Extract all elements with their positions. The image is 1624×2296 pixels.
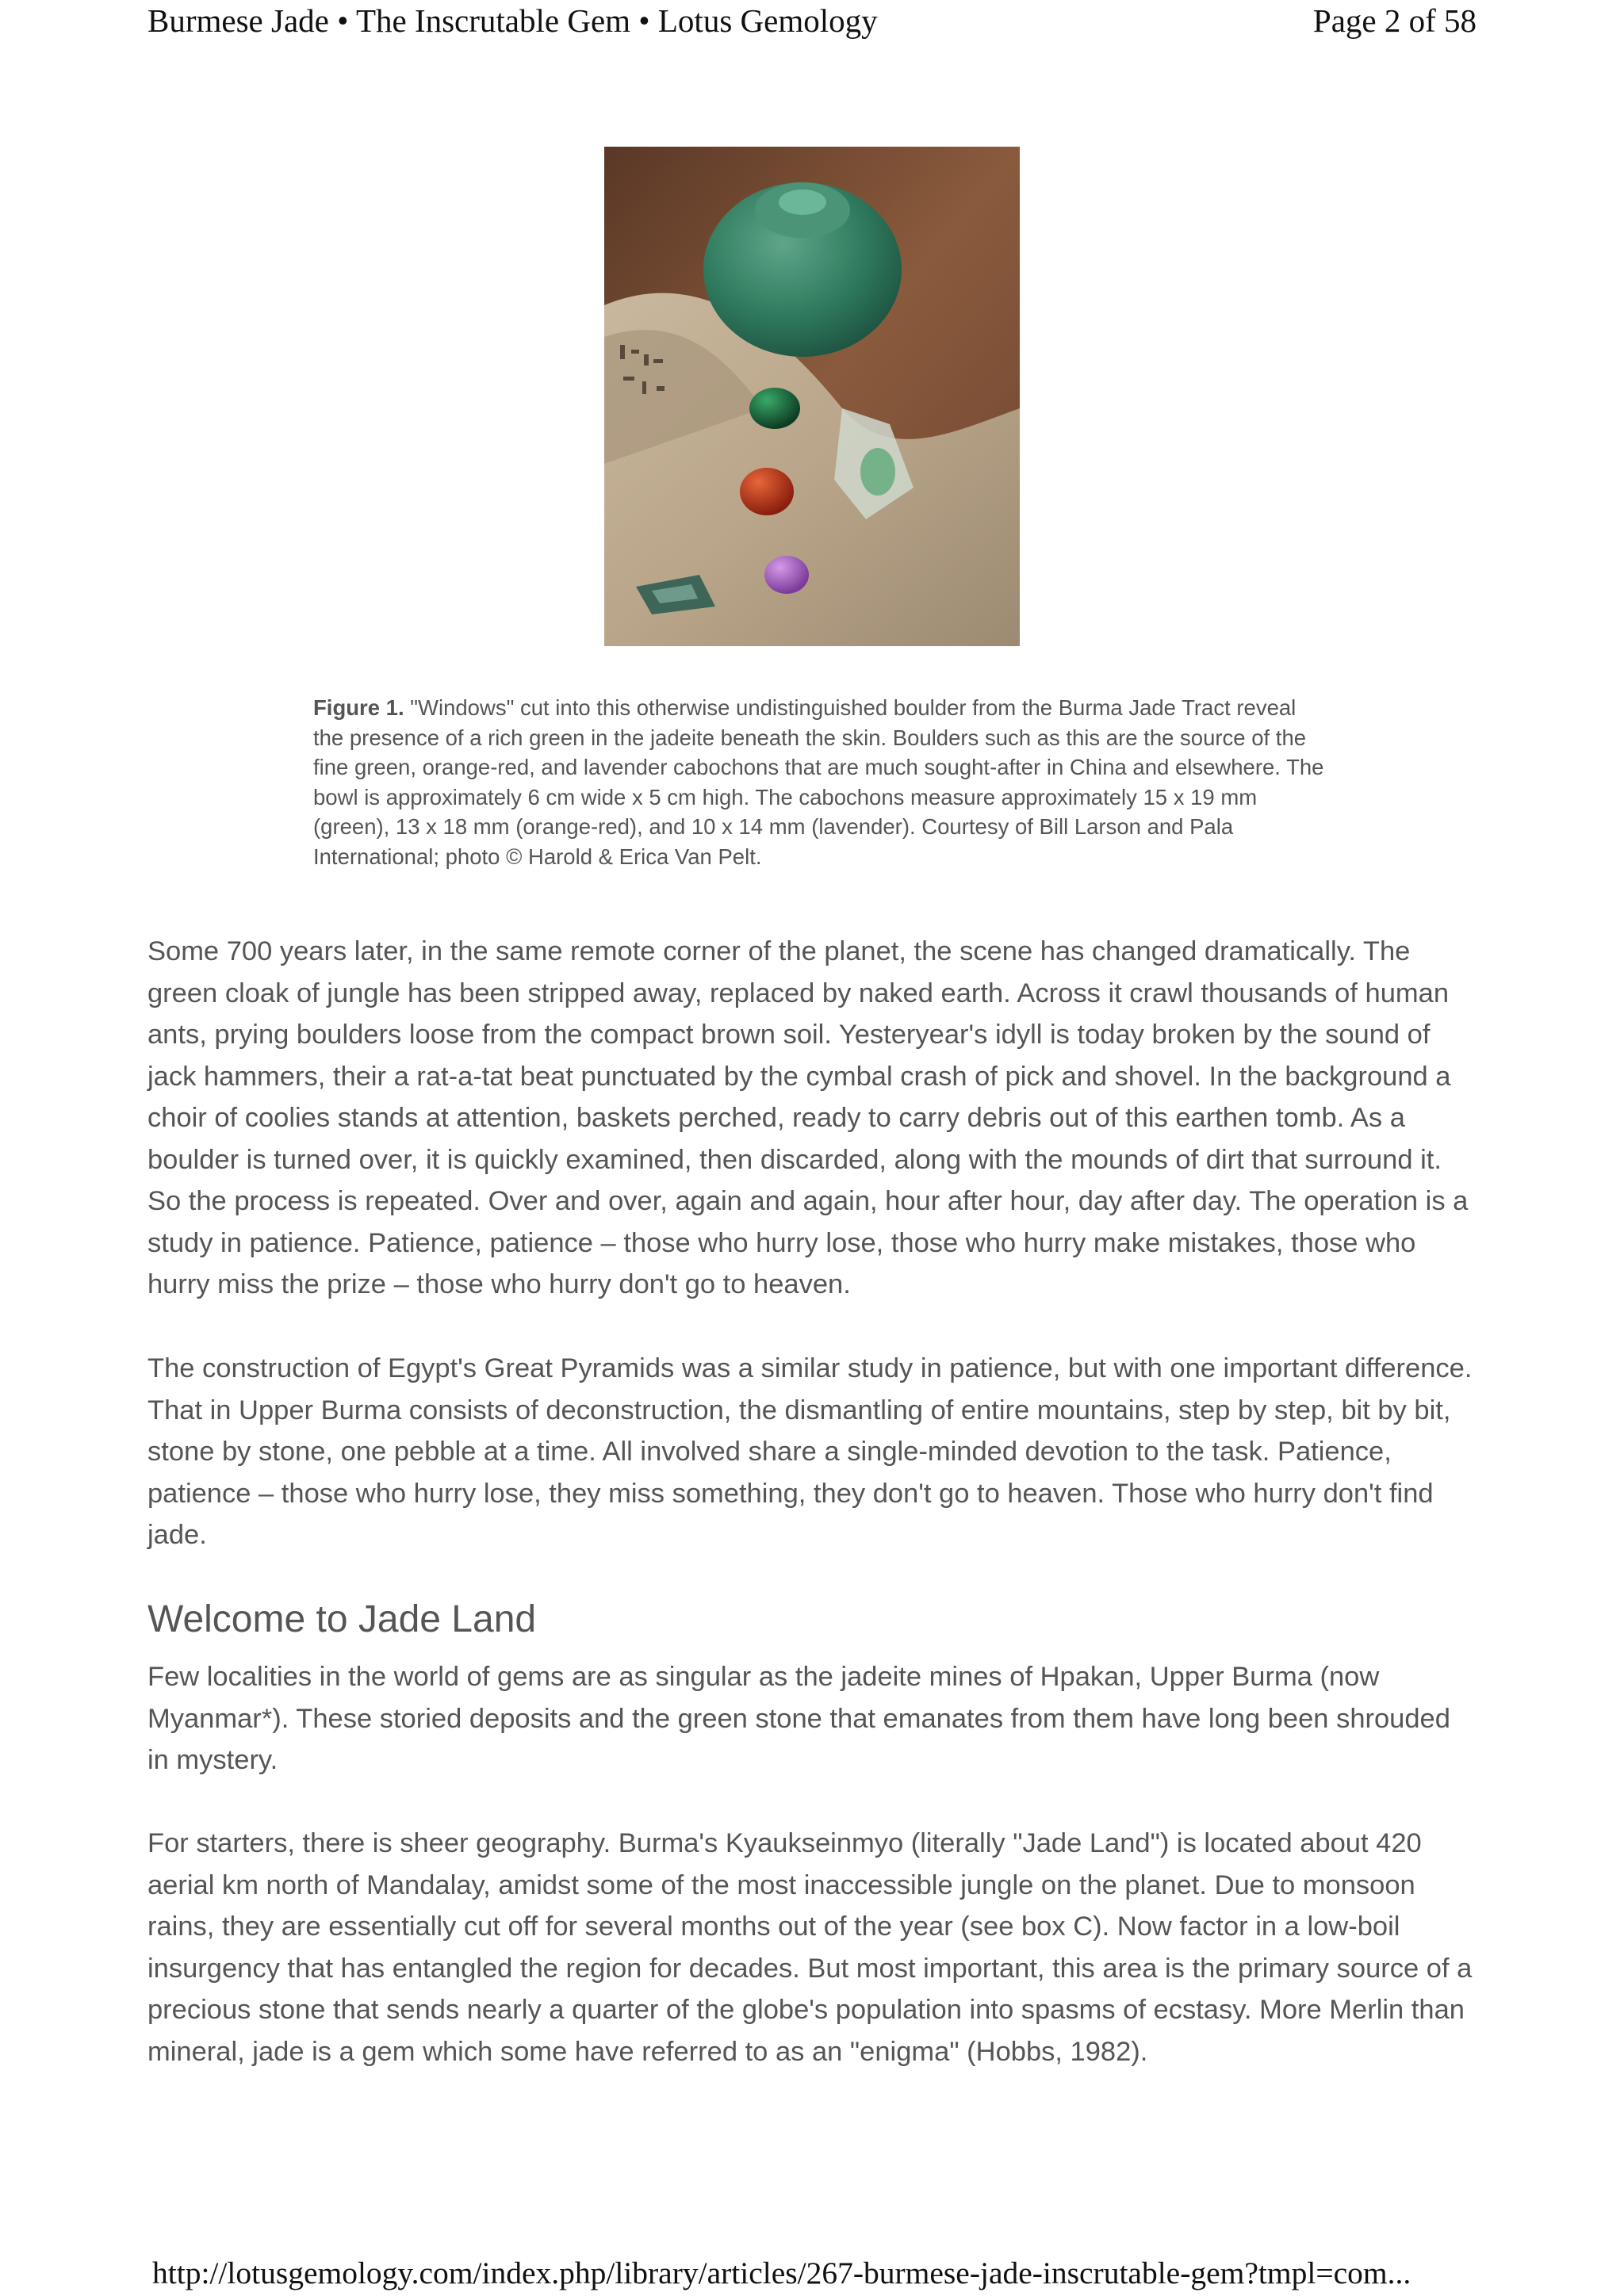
document-title: Burmese Jade • The Inscrutable Gem • Lotus Gemology: [147, 2, 878, 39]
jade-photo: [604, 147, 1020, 646]
figure-caption-text: "Windows" cut into this otherwise undistinguished boulder from the Burma Jade Tract reveal the presence of a rich green in the jadeite beneath the skin. Boulders such as this are the source of the fine green, orange-red, and lavender cabochons that are much sought-after in China and elsewhere. The bowl is approximately 6 cm wide x 5 cm high. The cabochons measure approximately 15 x 19 mm (green), 13 x 18 mm (orange-red), and 10 x 14 mm (lavender). Courtesy of Bill Larson and Pala International; photo © Harold & Erica Van Pelt.: [313, 695, 1324, 869]
page-number: Page 2 of 58: [1312, 2, 1477, 39]
footer-url: http://lotusgemology.com/index.php/library/articles/267-burmese-jade-inscrutable-gem?tmpl=com...: [152, 2256, 1411, 2290]
figure-label: Figure 1.: [313, 695, 404, 720]
body-paragraph-1: Some 700 years later, in the same remote corner of the planet, the scene has changed dramatically. The green cloak of jungle has been stripped away, replaced by naked earth. Across it crawl thousands of human ants, prying boulders loose from the compact brown soil. Yesteryear's idyll is today broken by the sound of jack hammers, their a rat-a-tat beat punctuated by the cymbal crash of pick and shovel. In the background a choir of coolies stands at attention, baskets perched, ready to carry debris out of this earthen tomb. As a boulder is turned over, it is quickly examined, then discarded, along with the mounds of dirt that surround it. So the process is repeated. Over and over, again and again, hour after hour, day after day. The operation is a study in patience. Patience, patience – those who hurry lose, those who hurry make mistakes, those who hurry miss the prize – those who hurry don't go to heaven.: [147, 936, 1469, 1299]
body-paragraph-4: For starters, there is sheer geography. Burma's Kyaukseinmyo (literally "Jade Land") is located about 420 aerial km north of Mandalay, amidst some of the most inaccessible jungle on the planet. Due to monsoon rains, they are essentially cut off for several months out of the year (see box C). Now factor in a low-boil insurgency that has entangled the region for decades. But most important, this area is the primary source of a precious stone that sends nearly a quarter of the globe's population into spasms of ecstasy. More Merlin than mineral, jade is a gem which some have referred to as an "enigma" (Hobbs, 1982).: [147, 1828, 1473, 2067]
section-heading: Welcome to Jade Land: [147, 1598, 537, 1640]
body-paragraph-3: Few localities in the world of gems are as singular as the jadeite mines of Hpakan, Upper Burma (now Myanmar*). These storied deposits and the green stone that emanates from them have long been shrouded in mystery.: [147, 1662, 1450, 1775]
figure-caption: [313, 693, 1328, 871]
body-paragraph-2: The construction of Egypt's Great Pyramids was a similar study in patience, but with one important difference. That in Upper Burma consists of deconstruction, the dismantling of entire mountains, step by step, bit by bit, stone by stone, one pebble at a time. All involved share a single-minded devotion to the task. Patience, patience – those who hurry lose, they miss something, they don't go to heaven. Those who hurry don't find jade.: [147, 1353, 1473, 1550]
page-header: [147, 0, 1477, 41]
